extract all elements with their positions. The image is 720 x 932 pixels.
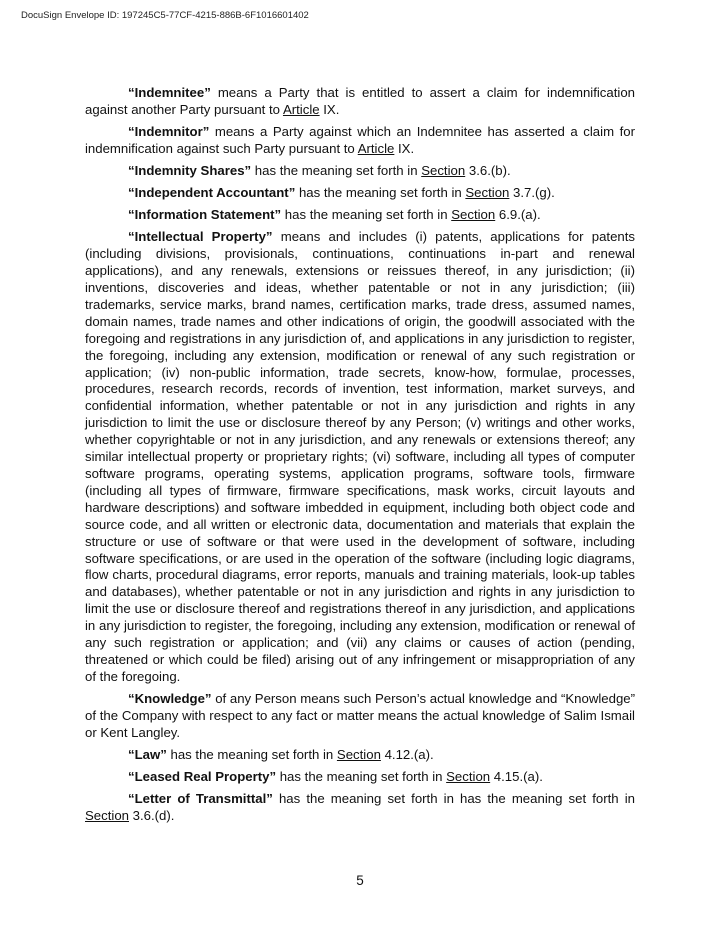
definition-indemnitee [85, 85, 635, 119]
docusign-envelope-id: DocuSign Envelope ID: 197245C5-77CF-4215-886B-6F1016601402 [21, 10, 309, 21]
definition-independent-accountant [85, 185, 635, 202]
definition-leased-real-property [85, 769, 635, 786]
definition-text: has the meaning set forth in has the meaning set forth in [272, 791, 635, 807]
definition-text-end: 4.15.(a). [490, 768, 543, 784]
definition-text-end: IX. [319, 101, 340, 117]
definition-text-end: 3.6.(d). [129, 807, 175, 823]
defined-term: “Intellectual Property” [128, 229, 273, 245]
definition-text: has the meaning set forth in [166, 746, 337, 762]
cross-reference-link[interactable]: Section [421, 163, 466, 178]
definition-law [85, 747, 635, 764]
definition-intellectual-property [85, 229, 635, 685]
definition-text: means a Party against which an Indemnitee has asserted a claim for indemnification against such Party pursuant to [85, 124, 635, 156]
defined-term: “Independent Accountant” [128, 185, 296, 201]
defined-term: “Leased Real Property” [128, 768, 277, 784]
definition-text-end: IX. [394, 140, 415, 156]
defined-term: “Indemnity Shares” [128, 163, 252, 178]
definition-letter-of-transmittal [85, 791, 635, 825]
definition-text-end: 3.7.(g). [509, 185, 555, 201]
cross-reference-link[interactable]: Section [465, 185, 510, 201]
definition-indemnitor [85, 124, 635, 158]
cross-reference-link[interactable]: Section [336, 746, 381, 762]
definition-knowledge [85, 691, 635, 742]
defined-term: “Knowledge” [128, 690, 212, 706]
definition-text: has the meaning set forth in [251, 163, 422, 178]
definition-text: means and includes (i) patents, applications for patents (including divisions, provisionals, continuations, continuations in-part and renewal applications), and any renewals, extensions or reissues thereof, in any jurisdiction; (ii) inventions, discoveries and ideas, whether patentable or not in any jurisdiction; (iii) trademarks, service marks, brand names, certification marks, trade dress, assumed names, domain names, trade names and other indications of origin, the goodwill associated with the foregoing and registrations in any jurisdiction of, and applications in any jurisdiction to register, the foregoing, including any extension, modification or renewal of any such registration or application; (iv) non-public information, trade secrets, know-how, formulae, processes, procedures, research records, records of invention, test information, market surveys, and confidential information, whether patentable or not in any jurisdiction and rights in any jurisdiction to limit the use or disclosure thereof by any Person; (v) writings and other works, whether copyrightable or not in any jurisdiction, and any renewals or extensions thereof; any similar intellectual property or proprietary rights; (vi) software, including all types of computer software programs, operating systems, application programs, software tools, firmware (including all types of firmware, firmware specifications, mask works, circuit layouts and hardware descriptions) and software imbedded in equipment, including both object code and source code, and all written or electronic data, documentation and materials that explain the structure or use of software or that were used in the development of software, including software specifications, or are used in the operation of the software (including logic diagrams, flow charts, procedural diagrams, error reports, manuals and training materials, look-up tables and databases), whether patentable or not in any jurisdiction and rights in any jurisdiction to limit the use or disclosure thereof and registrations thereof in any jurisdiction, and applications in any jurisdiction to register, the foregoing, including any extension, modification or renewal of any such registration or application; and (vii) any claims or causes of action (pending, threatened or which could be filed) arising out of any infringement or misappropriation of any of the foregoing. [85, 229, 635, 684]
definition-text-end: 6.9.(a). [495, 207, 541, 223]
definition-text: has the meaning set forth in [276, 768, 447, 784]
defined-term: “Indemnitee” [128, 85, 211, 100]
definition-text: means a Party that is entitled to assert a claim for indemnification against another Party pursuant to [85, 85, 635, 117]
definition-information-statement [85, 207, 635, 224]
definition-text-end: 4.12.(a). [380, 746, 434, 762]
cross-reference-link[interactable]: Article [282, 101, 320, 117]
definition-text: has the meaning set forth in [295, 185, 466, 201]
defined-term: “Indemnitor” [128, 124, 210, 139]
definition-indemnity-shares [85, 163, 635, 180]
page-number: 5 [356, 873, 364, 888]
defined-term: “Information Statement” [128, 207, 282, 223]
document-body [85, 85, 635, 830]
cross-reference-link[interactable]: Article [357, 140, 395, 156]
cross-reference-link[interactable]: Section [85, 807, 129, 823]
cross-reference-link[interactable]: Section [451, 207, 496, 223]
definition-text: has the meaning set forth in [281, 207, 452, 223]
defined-term: “Letter of Transmittal” [128, 791, 273, 807]
definition-text-end: 3.6.(b). [465, 163, 511, 178]
cross-reference-link[interactable]: Section [446, 768, 491, 784]
defined-term: “Law” [128, 746, 167, 762]
definition-text: of any Person means such Person’s actual knowledge and “Knowledge” of the Company with respect to any fact or matter means the actual knowledge of Salim Ismail or Kent Langley. [85, 690, 636, 740]
